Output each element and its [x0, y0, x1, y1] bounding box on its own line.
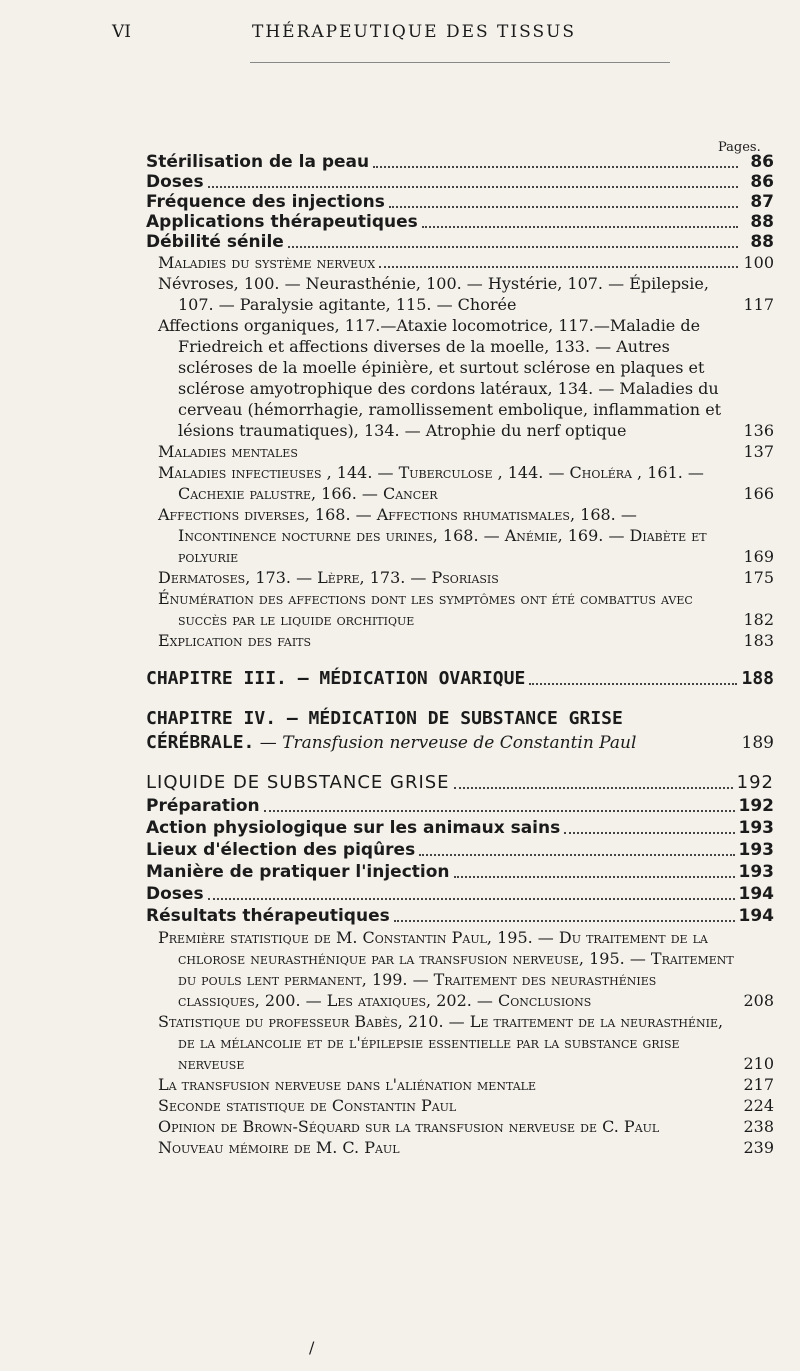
toc-page: 87 — [750, 192, 774, 212]
toc-label: Fréquence des injections — [146, 192, 385, 212]
toc-entry — [146, 504, 774, 567]
leader-dots — [389, 205, 738, 208]
section-page: 192 — [736, 772, 774, 793]
toc-page: 100 — [743, 253, 774, 272]
toc-entry — [146, 567, 774, 588]
toc-page: 208 — [743, 991, 774, 1010]
toc-entry — [146, 462, 774, 504]
toc-page: 194 — [738, 884, 774, 904]
leader-dots — [454, 786, 733, 789]
chapter-title: CHAPITRE III. — MÉDICATION OVARIQUE — [146, 668, 526, 689]
page-number: VI — [112, 22, 131, 42]
leader-dots — [454, 875, 735, 878]
toc-label: Dermatoses, 173. — Lèpre, 173. — Psoriasis — [158, 568, 499, 587]
running-title: THÉRAPEUTIQUE DES TISSUS — [252, 22, 577, 42]
toc-label: Opinion de Brown-Séquard sur la transfusion nerveuse de C. Paul — [158, 1117, 660, 1136]
toc-page: 183 — [743, 631, 774, 650]
toc-label: Maladies du système nerveux — [158, 253, 376, 272]
toc-entry — [146, 905, 774, 927]
toc-page: 193 — [738, 840, 774, 860]
toc-label: Seconde statistique de Constantin Paul — [158, 1096, 457, 1115]
toc-label: Préparation — [146, 796, 260, 816]
toc-page: 238 — [743, 1117, 774, 1136]
toc-entry — [146, 861, 774, 883]
toc-label: Doses — [146, 172, 204, 192]
toc-page: 136 — [743, 421, 774, 440]
toc-page: 175 — [743, 568, 774, 587]
toc-entry — [146, 1116, 774, 1137]
toc-page: 224 — [743, 1096, 774, 1115]
toc-label: Explication des faits — [158, 631, 312, 650]
toc-page: 193 — [738, 862, 774, 882]
toc-entry — [146, 795, 774, 817]
toc-label: La transfusion nerveuse dans l'aliénation mentale — [158, 1075, 536, 1094]
toc-entry — [146, 1074, 774, 1095]
toc-label: Maladies mentales — [158, 442, 298, 461]
toc-entry — [146, 1011, 774, 1074]
toc-paragraph-text: Névroses, 100. — Neurasthénie, 100. — Hystérie, 107. — Épilepsie, 107. — Paralysie agitante, 115. — Chorée — [158, 274, 709, 314]
leader-dots — [529, 682, 737, 685]
toc-label: Débilité sénile — [146, 232, 284, 252]
table-of-contents — [146, 152, 774, 1158]
toc-entry — [146, 172, 774, 192]
toc-label: Action physiologique sur les animaux sains — [146, 818, 561, 838]
leader-dots — [564, 831, 734, 834]
chapter-page: 188 — [741, 668, 774, 689]
toc-page: 194 — [738, 906, 774, 926]
section-title: LIQUIDE DE SUBSTANCE GRISE — [146, 772, 450, 793]
chapter-entry: CHAPITRE IV. — MÉDICATION DE SUBSTANCE GRISE CÉRÉBRALE. — Transfusion nerveuse de Constantin Paul 189 — [146, 708, 774, 753]
header-rule — [250, 62, 670, 63]
toc-entry — [146, 212, 774, 232]
toc-entry — [146, 883, 774, 905]
toc-entry — [146, 588, 774, 630]
chapter-entry — [146, 667, 774, 691]
section-entry — [146, 771, 774, 795]
toc-page: 86 — [750, 172, 774, 192]
toc-label: Affections diverses, 168. — Affections rhumatismales, 168. — Incontinence nocturne des urines, 168. — Anémie, 169. — Diabète et polyurie — [158, 505, 707, 566]
chapter-subtitle: Transfusion nerveuse de Constantin Paul — [282, 733, 637, 753]
toc-entry — [146, 839, 774, 861]
leader-dots — [208, 897, 735, 900]
toc-paragraph — [146, 315, 774, 441]
toc-paragraph-text: Affections organiques, 117.—Ataxie locomotrice, 117.—Maladie de Friedreich et affections diverses de la moelle, 133. — Autres scléroses de la moelle épinière, et surtout sclérose en plaques et sclérose amyotrophique des cordons latéraux, 134. — Maladies du cerveau (hémorrhagie, ramollissement embolique, inflammation et lésions traumatiques), 134. — Atrophie du nerf optique — [158, 316, 722, 440]
leader-dots — [379, 265, 738, 268]
toc-page: 192 — [738, 796, 774, 816]
toc-label: Manière de pratiquer l'injection — [146, 862, 450, 882]
toc-page: 86 — [750, 152, 774, 172]
leader-dots — [419, 853, 734, 856]
toc-page: 193 — [738, 818, 774, 838]
toc-label: Stérilisation de la peau — [146, 152, 370, 172]
toc-entry — [146, 441, 774, 462]
leader-dots — [208, 185, 738, 188]
toc-page: 88 — [750, 212, 774, 232]
leader-dots — [264, 809, 735, 812]
toc-entry — [146, 152, 774, 172]
toc-page: 169 — [743, 547, 774, 566]
leader-dots — [394, 919, 735, 922]
toc-page: 210 — [743, 1054, 774, 1073]
toc-label: Doses — [146, 884, 204, 904]
toc-entry — [146, 817, 774, 839]
toc-entry — [146, 1137, 774, 1158]
leader-dots — [373, 165, 738, 168]
toc-entry — [146, 630, 774, 651]
toc-label: Lieux d'élection des piqûres — [146, 840, 416, 860]
toc-page: 88 — [750, 232, 774, 252]
toc-label: Nouveau mémoire de M. C. Paul — [158, 1138, 400, 1157]
toc-page: 217 — [743, 1075, 774, 1094]
toc-label: Maladies infectieuses , 144. — Tuberculose , 144. — Choléra , 161. — Cachexie palustre, 166. — Cancer — [158, 463, 704, 503]
toc-page: 166 — [743, 484, 774, 503]
toc-page: 182 — [743, 610, 774, 629]
toc-entry — [146, 927, 774, 1011]
toc-label: Énumération des affections dont les symptômes ont été combattus avec succès par le liquide orchitique — [158, 589, 693, 629]
toc-page: 239 — [743, 1138, 774, 1157]
toc-label: Première statistique de M. Constantin Paul, 195. — Du traitement de la chlorose neurasthénique par la transfusion nerveuse, 195. — Traitement du pouls lent permanent, 199. — Traitement des neurasthénies classiques, 200. — Les ataxiques, 202. — Conclusions — [158, 928, 734, 1010]
toc-page: 117 — [743, 295, 774, 314]
pages-label: Pages. — [718, 140, 761, 155]
chapter-title: CHAPITRE IV. — MÉDICATION DE SUBSTANCE GRISE CÉRÉBRALE. — [146, 708, 623, 753]
toc-entry — [146, 192, 774, 212]
toc-page: 137 — [743, 442, 774, 461]
leader-dots — [422, 225, 738, 228]
toc-entry — [146, 1095, 774, 1116]
toc-entry — [146, 252, 774, 273]
leader-dots — [288, 245, 738, 248]
toc-label: Applications thérapeutiques — [146, 212, 418, 232]
stray-mark: / — [309, 1338, 315, 1357]
toc-label: Résultats thérapeutiques — [146, 906, 390, 926]
toc-entry — [146, 232, 774, 252]
toc-label: Statistique du professeur Babès, 210. — Le traitement de la neurasthénie, de la mélancolie et de l'épilepsie essentielle par la substance grise nerveuse — [158, 1012, 724, 1073]
toc-paragraph — [146, 273, 774, 315]
chapter-page: 189 — [741, 733, 774, 753]
